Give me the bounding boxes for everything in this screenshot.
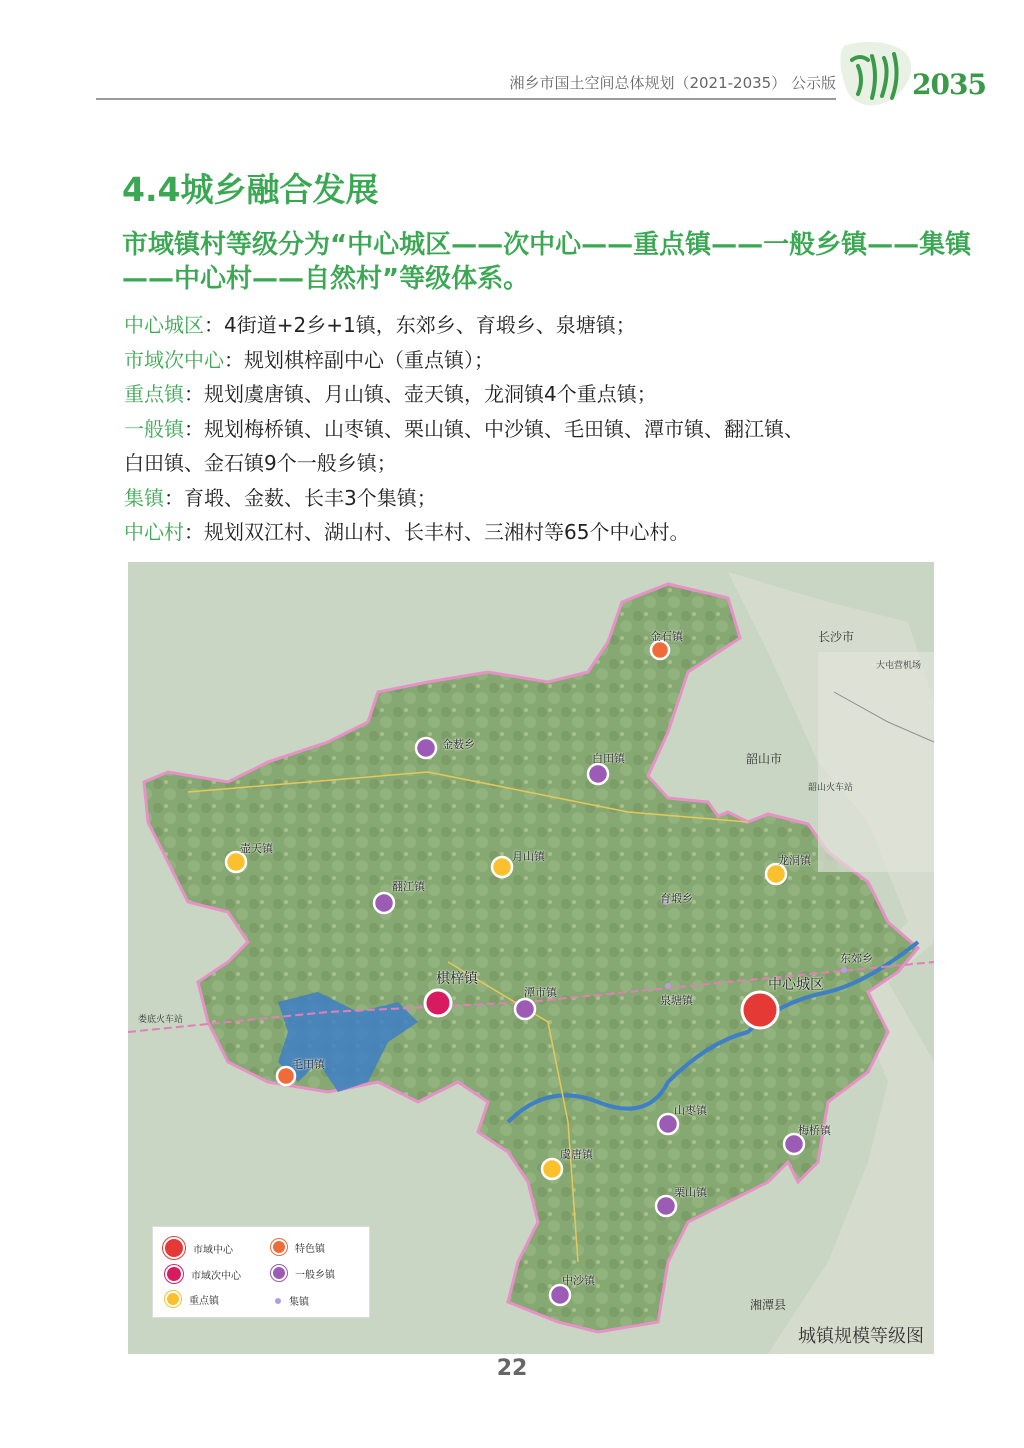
item-key: 集镇 [124,485,164,510]
legend-item [165,1291,219,1307]
town-label: 山枣镇 [674,1104,707,1117]
item-text: ：规划双江村、湖山村、长丰村、三湘村等65个中心村。 [184,520,690,544]
place-label: 大屯营机场 [876,661,922,671]
town-label: 潭市镇 [524,986,557,999]
legend-label: 集镇 [289,1297,309,1308]
legend-marker [165,1265,183,1283]
town-label: 栗山镇 [674,1186,707,1199]
town-label: 中心城区 [768,977,824,993]
town-marker-dongjiao [841,967,847,973]
town-label: 东郊乡 [840,952,873,965]
item-text: ：规划梅桥镇、山枣镇、栗山镇、中沙镇、毛田镇、潭市镇、翻江镇、 [184,416,804,441]
legend-item [163,1237,233,1259]
town-marker-city-center [742,992,778,1028]
town-marker-quantang [665,983,671,989]
legend-label: 市域次中心 [191,1270,241,1282]
town-marker-yueshan [492,857,512,877]
section-title: 4.4城乡融合发展 [122,170,379,209]
town-tier-list [124,308,984,550]
place-label: 韶山市 [746,752,783,766]
item-text: ：规划棋梓副中心（重点镇）； [224,347,494,372]
place-label: 娄底火车站 [138,1015,184,1025]
town-hierarchy-map [128,562,934,1354]
town-marker-yutang [542,1159,562,1179]
legend-marker [165,1291,181,1307]
town-label: 翻江镇 [392,880,425,893]
town-label: 金石镇 [650,630,683,643]
map-caption: 城镇规模等级图 [798,1326,924,1347]
item-key: 中心城区 [124,313,204,337]
town-label: 育塅乡 [660,892,693,905]
town-label: 壶天镇 [240,842,273,855]
item-key: 重点镇 [124,382,184,406]
legend-marker [271,1265,287,1281]
legend-marker [275,1298,281,1304]
list-item [124,343,984,378]
town-label: 棋梓镇 [436,971,478,987]
place-label: 韶山火车站 [808,783,854,793]
town-label: 龙洞镇 [778,854,811,867]
list-item [124,481,984,516]
legend-item [271,1265,335,1281]
item-key: 市域次中心 [124,347,224,372]
header-divider [96,98,836,100]
legend-item [271,1239,325,1255]
legend-label: 一般乡镇 [295,1269,335,1281]
legend-marker [271,1239,287,1255]
town-label: 虞唐镇 [560,1148,593,1161]
town-marker-jinsou [416,738,436,758]
town-marker-lishan [656,1196,676,1216]
document-title: 湘乡市国土空间总体规划（2021-2035） 公示版 [509,74,836,92]
legend-item [165,1265,241,1283]
list-item [124,412,984,447]
list-item [124,515,984,550]
item-text: ：4街道+2乡+1镇，东郊乡、育塅乡、泉塘镇； [204,313,636,337]
town-label: 梅桥镇 [798,1124,831,1137]
town-label: 毛田镇 [292,1058,325,1071]
logo-year: 2035 [912,68,986,101]
town-marker-tanshi [515,999,535,1019]
page-number: 22 [496,1356,528,1381]
lead-paragraph: 市域镇村等级分为“中心城区——次中心——重点镇——一般乡镇——集镇——中心村——自然村”等级体系。 [122,230,972,294]
town-label: 白田镇 [592,752,625,765]
legend-label: 市域中心 [193,1244,233,1256]
legend-item [275,1293,309,1308]
list-item [124,377,984,412]
item-text: 白田镇、金石镇9个一般乡镇； [124,451,397,475]
legend-label: 特色镇 [295,1243,325,1255]
town-marker-qizi [425,990,451,1016]
item-key: 一般镇 [124,416,184,441]
item-text: ：规划虞唐镇、月山镇、壶天镇，龙洞镇4个重点镇； [184,382,657,406]
place-label: 湘潭县 [750,1298,787,1312]
item-text: ：育塅、金薮、长丰3个集镇； [164,485,437,510]
map-legend [152,1226,370,1318]
legend-label: 重点镇 [189,1295,219,1307]
town-label: 中沙镇 [562,1274,595,1287]
item-key: 中心村 [124,520,184,544]
town-marker-zhongsha [550,1285,570,1305]
legend-marker [163,1237,185,1259]
place-label: 长沙市 [818,630,855,644]
town-label: 月山镇 [512,850,545,863]
town-label: 泉塘镇 [660,994,693,1007]
town-marker-baitian [588,764,608,784]
town-marker-fanjiang [374,893,394,913]
list-item [124,308,984,343]
town-label: 金薮乡 [442,738,475,751]
list-item [124,446,984,481]
